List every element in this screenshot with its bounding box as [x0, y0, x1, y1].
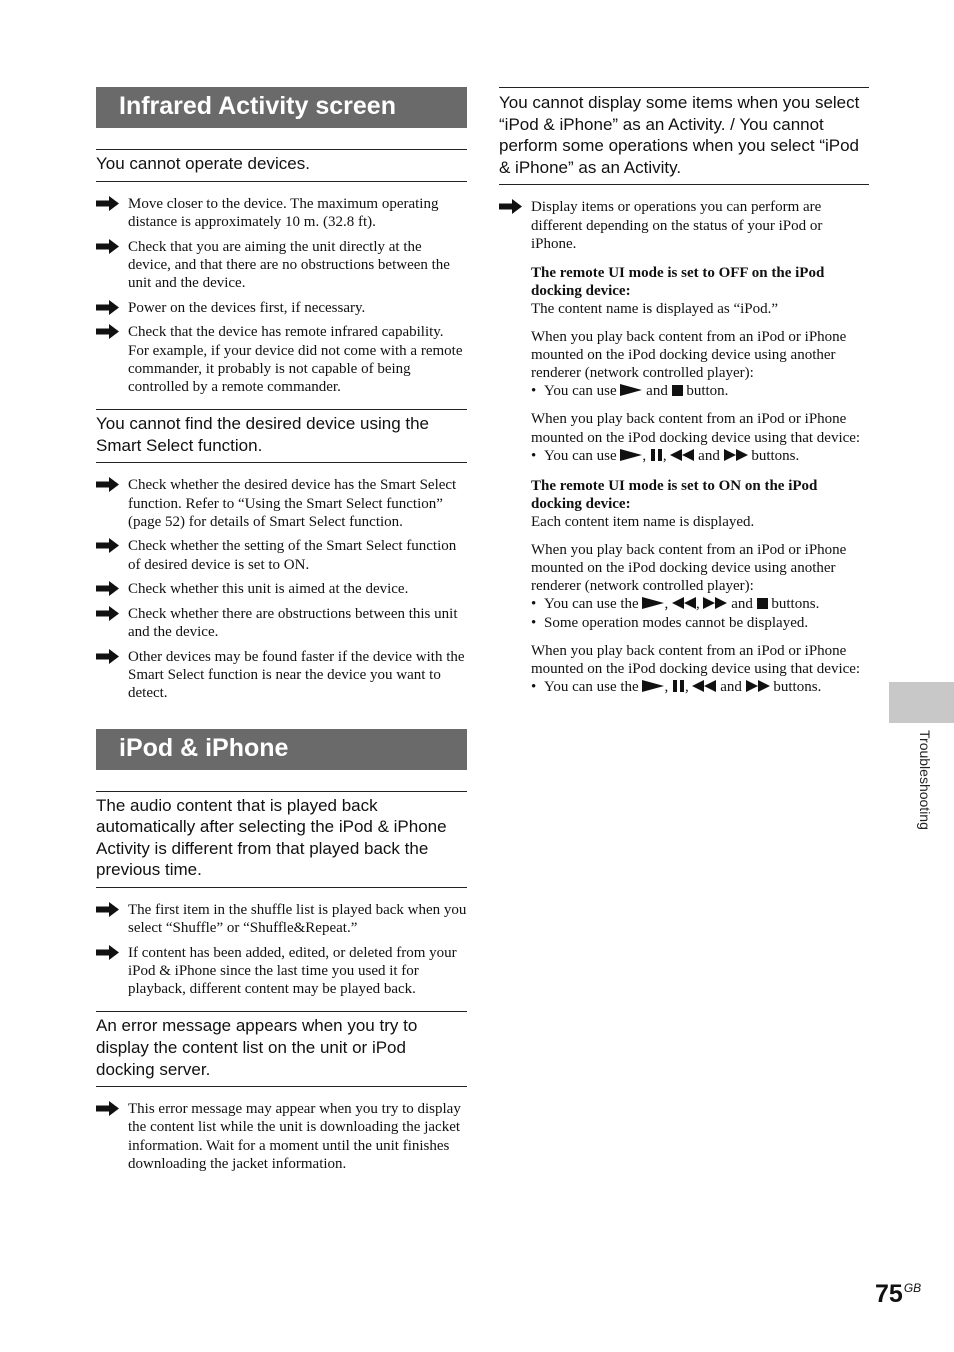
arrow-icon	[96, 648, 120, 665]
problem-heading: You cannot display some items when you select “iPod & iPhone” as an Activity. / You cannot perform some operations when you select “iPod & iPhone” as an Activity.	[499, 87, 869, 185]
solution-list	[96, 195, 467, 397]
solution-list	[96, 901, 467, 999]
problem-heading: You cannot find the desired device using the Smart Select function.	[96, 409, 467, 463]
section-title-infrared: Infrared Activity screen	[96, 87, 467, 128]
solution-item: This error message may appear when you try to display the content list while the unit is downloading the jacket information. Wait for a moment until the unit finishes downloading the jacket information.	[96, 1100, 467, 1173]
rewind-icon	[670, 448, 694, 466]
paragraph: When you play back content from an iPod or iPhone mounted on the iPod docking device using that device:	[531, 642, 861, 677]
paragraph: When you play back content from an iPod or iPhone mounted on the iPod docking device using another renderer (network controlled player):	[531, 541, 847, 595]
paragraph: Each content item name is displayed.	[531, 514, 755, 531]
solution-item: Move closer to the device. The maximum operating distance is approximately 10 m. (32.8 ft).	[96, 195, 467, 231]
pause-icon	[650, 448, 663, 466]
arrow-icon	[96, 580, 120, 597]
arrow-icon	[96, 299, 120, 316]
solution-item: Check whether the setting of the Smart Select function of desired device is set to ON.	[96, 537, 467, 573]
arrow-icon	[96, 537, 120, 554]
bullet-item: • Some operation modes cannot be displayed.	[531, 615, 809, 632]
solution-item: Check whether there are obstructions between this unit and the device.	[96, 605, 467, 641]
fast-forward-icon	[746, 679, 770, 697]
problem-heading: An error message appears when you try to display the content list on the unit or iPod docking server.	[96, 1011, 467, 1087]
remote-ui-on-heading: The remote UI mode is set to ON on the iPod docking device:	[531, 478, 818, 513]
arrow-icon	[499, 198, 523, 215]
play-icon	[642, 596, 664, 614]
stop-icon	[757, 596, 768, 614]
arrow-icon	[96, 1100, 120, 1117]
solution-item: Check whether the desired device has the Smart Select function. Refer to “Using the Smart Select function” (page 52) for details of Smart Select function.	[96, 476, 467, 531]
play-icon	[642, 679, 664, 697]
chapter-tab-label: Troubleshooting	[917, 730, 933, 830]
solution-item: Power on the devices first, if necessary.	[96, 299, 467, 317]
rewind-icon	[692, 679, 716, 697]
stop-icon	[672, 383, 683, 401]
solution-item: Other devices may be found faster if the device with the Smart Select function is near the device you want to detect.	[96, 648, 467, 703]
fast-forward-icon	[724, 448, 748, 466]
solution-item: If content has been added, edited, or deleted from your iPod & iPhone since the last time you used it for playback, different content may be played back.	[96, 944, 467, 999]
solution-item: Check that you are aiming the unit directly at the device, and that there are no obstructions between the unit and the device.	[96, 238, 467, 293]
problem-heading: The audio content that is played back automatically after selecting the iPod & iPhone Activity is different from that played back the previous time.	[96, 791, 467, 888]
remote-ui-off-heading: The remote UI mode is set to OFF on the iPod docking device:	[531, 264, 825, 300]
solution-list	[499, 198, 869, 253]
arrow-icon	[96, 476, 120, 493]
solution-list	[96, 476, 467, 702]
solution-item: Check that the device has remote infrared capability. For example, if your device did not come with a remote commander, it probably is not capable of being controlled by a remote commander.	[96, 323, 467, 396]
rewind-icon	[672, 596, 696, 614]
bullet-item: • You can use the , , and buttons.	[531, 678, 869, 697]
chapter-tab	[889, 682, 954, 723]
arrow-icon	[96, 323, 120, 340]
arrow-icon	[96, 238, 120, 255]
fast-forward-icon	[703, 596, 727, 614]
problem-heading: You cannot operate devices.	[96, 149, 467, 182]
play-icon	[620, 448, 642, 466]
arrow-icon	[96, 195, 120, 212]
pause-icon	[672, 679, 685, 697]
paragraph: When you play back content from an iPod or iPhone mounted on the iPod docking device using that device:	[531, 411, 861, 446]
paragraph: When you play back content from an iPod or iPhone mounted on the iPod docking device using another renderer (network controlled player):	[531, 328, 847, 381]
bullet-item: • You can use and button.	[531, 382, 869, 401]
bullet-item: • You can use the , , and buttons.	[531, 595, 869, 614]
arrow-icon	[96, 605, 120, 622]
section-title-ipod: iPod & iPhone	[96, 729, 467, 770]
bullet-item: • You can use , , and buttons.	[531, 447, 869, 466]
solution-list	[96, 1100, 467, 1173]
paragraph: The content name is displayed as “iPod.”	[531, 301, 779, 318]
arrow-icon	[96, 944, 120, 961]
solution-item: The first item in the shuffle list is played back when you select “Shuffle” or “Shuffle&Repeat.”	[96, 901, 467, 937]
left-column	[96, 87, 467, 1180]
right-column	[499, 87, 869, 697]
solution-item: Display items or operations you can perform are different depending on the status of your iPod or iPhone.	[499, 198, 869, 253]
solution-item: Check whether this unit is aimed at the device.	[96, 580, 467, 598]
play-icon	[620, 383, 642, 401]
page-number: $75^{GB}$	[875, 1280, 922, 1308]
arrow-icon	[96, 901, 120, 918]
